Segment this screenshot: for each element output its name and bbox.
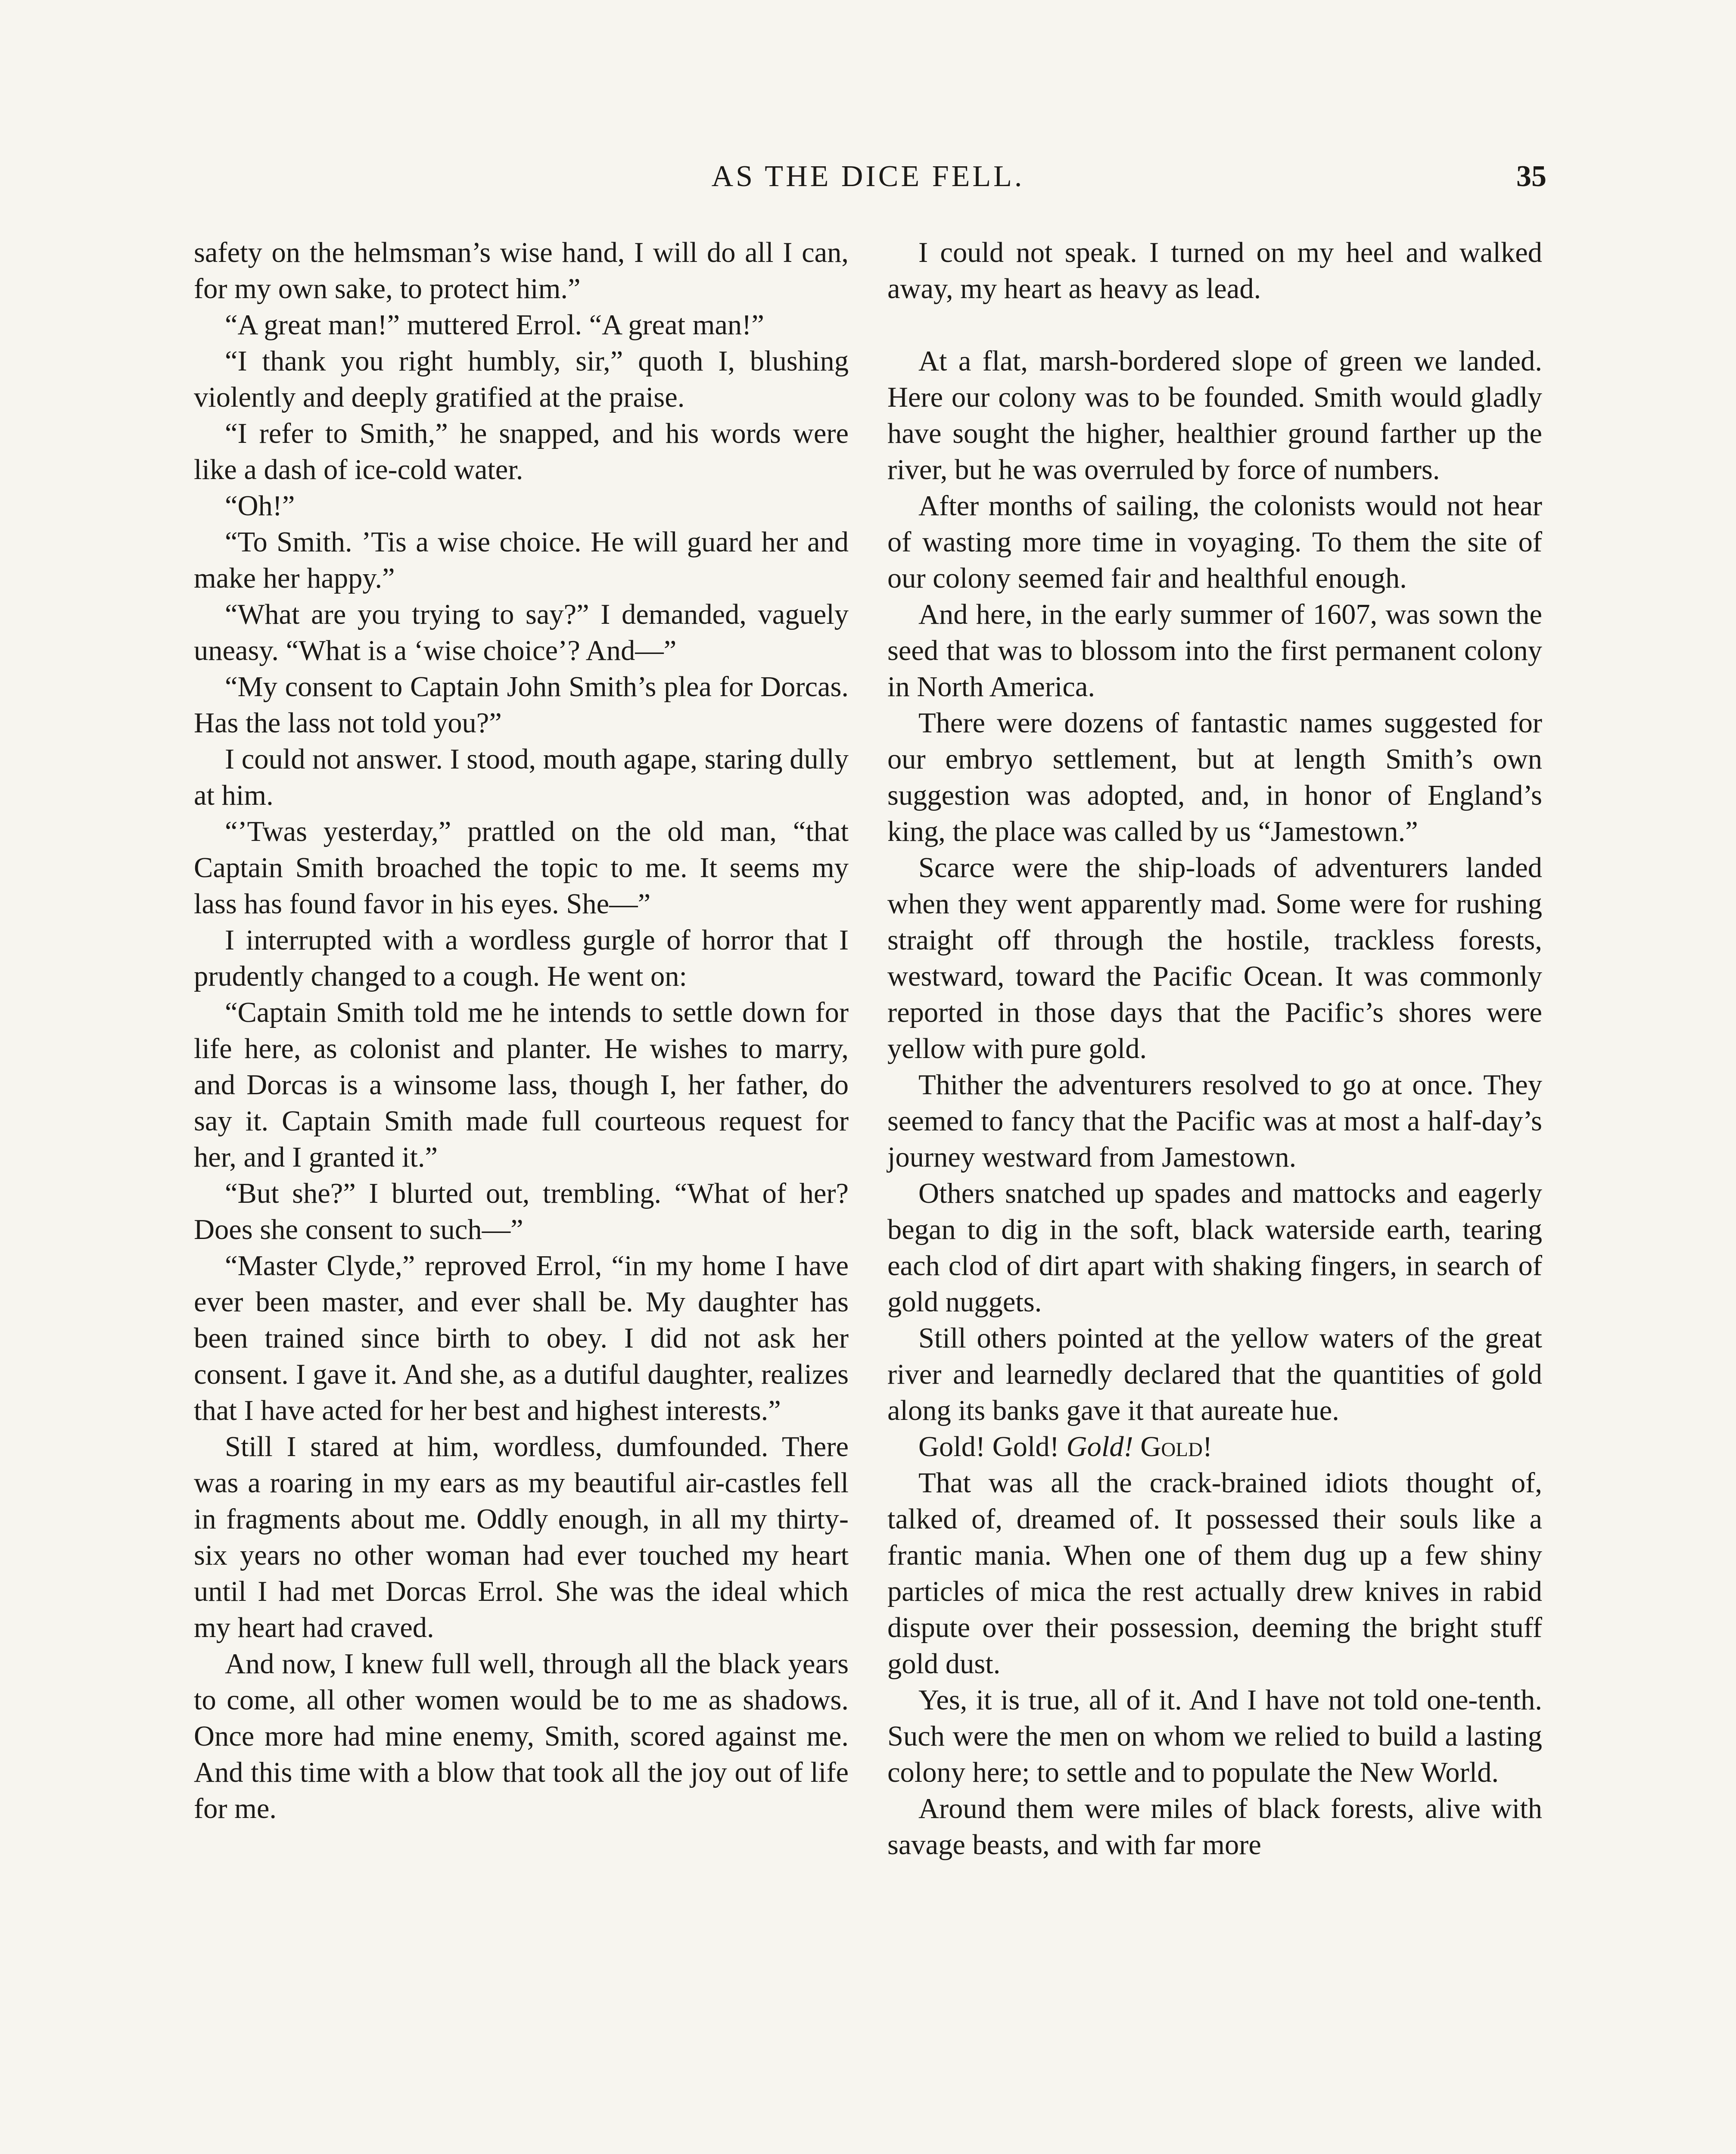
gold-word: Gold! <box>918 1431 986 1463</box>
paragraph: “To Smith. ’Tis a wise choice. He will guard her and make her happy.” <box>194 526 849 594</box>
paragraph: Thither the adventurers resolved to go at once. They seemed to fancy that the Pacific was at most a half-day’s journey westward from Jamestown. <box>887 1069 1542 1173</box>
paragraph: “I thank you right humbly, sir,” quoth I, blushing violently and deeply gratified at the praise. <box>194 346 849 413</box>
paragraph: Others snatched up spades and mattocks and eagerly began to dig in the soft, black waterside earth, tearing each clod of dirt apart with shaking fingers, in search of gold nuggets. <box>887 1178 1542 1318</box>
paragraph: “What are you trying to say?” I demanded, vaguely uneasy. “What is a ‘wise choice’? And—” <box>194 599 849 666</box>
paragraph: “I refer to Smith,” he snapped, and his words were like a dash of ice-cold water. <box>194 418 849 486</box>
running-head <box>190 153 1546 200</box>
paragraph: And here, in the early summer of 1607, was sown the seed that was to blossom into the first permanent colony in North America. <box>887 599 1542 703</box>
paragraph: I could not answer. I stood, mouth agape, staring dully at him. <box>194 744 849 811</box>
paragraph: “Master Clyde,” reproved Errol, “in my home I have ever been master, and ever shall be. My daughter has been trained since birth to obey. I did not ask her consent. I gave it. And she, as a dutiful daughter, realizes that I have acted for her best and highest interests.” <box>194 1250 849 1426</box>
running-title: AS THE DICE FELL. <box>711 160 1025 193</box>
paragraph: “A great man!” muttered Errol. “A great man!” <box>225 309 764 341</box>
paragraph: Still others pointed at the yellow waters of the great river and learnedly declared that the quantities of gold along its banks gave it that aureate hue. <box>887 1323 1542 1426</box>
paragraph: I interrupted with a wordless gurgle of horror that I prudently changed to a cough. He went on: <box>194 924 849 992</box>
page-number: 35 <box>1516 160 1546 193</box>
paragraph: safety on the helmsman’s wise hand, I will do all I can, for my own sake, to protect him.” <box>194 237 849 305</box>
gold-exclamation-line <box>887 1429 1542 1465</box>
paragraph: And now, I knew full well, through all the black years to come, all other women would be to me as shadows. Once more had mine enemy, Smith, scored against me. And this time with a blow that took all the joy out of life for me. <box>194 1648 849 1824</box>
paragraph: Around them were miles of black forests, alive with savage beasts, and with far more <box>887 1793 1542 1861</box>
gold-word-small-caps: Gold! <box>1140 1431 1213 1463</box>
paragraph: There were dozens of fantastic names suggested for our embryo settlement, but at length Smith’s own suggestion was adopted, and, in honor of England’s king, the place was called by us “Jamestown.” <box>887 707 1542 847</box>
paragraph: After months of sailing, the colonists would not hear of wasting more time in voyaging. To them the site of our colony seemed fair and healthful enough. <box>887 490 1542 594</box>
paragraph: “My consent to Captain John Smith’s plea for Dorcas. Has the lass not told you?” <box>194 671 849 739</box>
left-text-column <box>194 235 849 1827</box>
paragraph: “But she?” I blurted out, trembling. “What of her? Does she consent to such—” <box>194 1178 849 1245</box>
paragraph: “Oh!” <box>225 490 295 522</box>
paragraph: Still I stared at him, wordless, dumfounded. There was a roaring in my ears as my beautiful air-castles fell in fragments about me. Oddly enough, in all my thirty-six years no other woman had ever touched my heart until I had met Dorcas Errol. She was the ideal which my heart had craved. <box>194 1431 849 1644</box>
paragraph: That was all the crack-brained idiots thought of, talked of, dreamed of. It possessed their souls like a frantic mania. When one of them dug up a few shiny particles of mica the rest actually drew knives in rabid dispute over their possession, deeming the bright stuff gold dust. <box>887 1467 1542 1680</box>
gold-word-italic: Gold! <box>1066 1431 1133 1463</box>
paragraph: Yes, it is true, all of it. And I have not told one-tenth. Such were the men on whom we relied to build a lasting colony here; to settle and to populate the New World. <box>887 1684 1542 1788</box>
paragraph: Scarce were the ship-loads of adventurers landed when they went apparently mad. Some were for rushing straight off through the hostile, trackless forests, westward, toward the Pacific Ocean. It was commonly reported in those days that the Pacific’s shores were yellow with pure gold. <box>887 852 1542 1065</box>
right-text-column <box>887 235 1542 1863</box>
paragraph: “Captain Smith told me he intends to settle down for life here, as colonist and planter. He wishes to marry, and Dorcas is a winsome lass, though I, her father, do say it. Captain Smith made full courteous request for her, and I granted it.” <box>194 997 849 1173</box>
paragraph: At a flat, marsh-bordered slope of green we landed. Here our colony was to be founded. Smith would gladly have sought the higher, healthier ground farther up the river, but he was overruled by force of numbers. <box>887 346 1542 486</box>
gold-word: Gold! <box>992 1431 1059 1463</box>
paragraph: “’Twas yesterday,” prattled on the old man, “that Captain Smith broached the topic to me. It seems my lass has found favor in his eyes. She—” <box>194 816 849 920</box>
paragraph: I could not speak. I turned on my heel and walked away, my heart as heavy as lead. <box>887 237 1542 305</box>
